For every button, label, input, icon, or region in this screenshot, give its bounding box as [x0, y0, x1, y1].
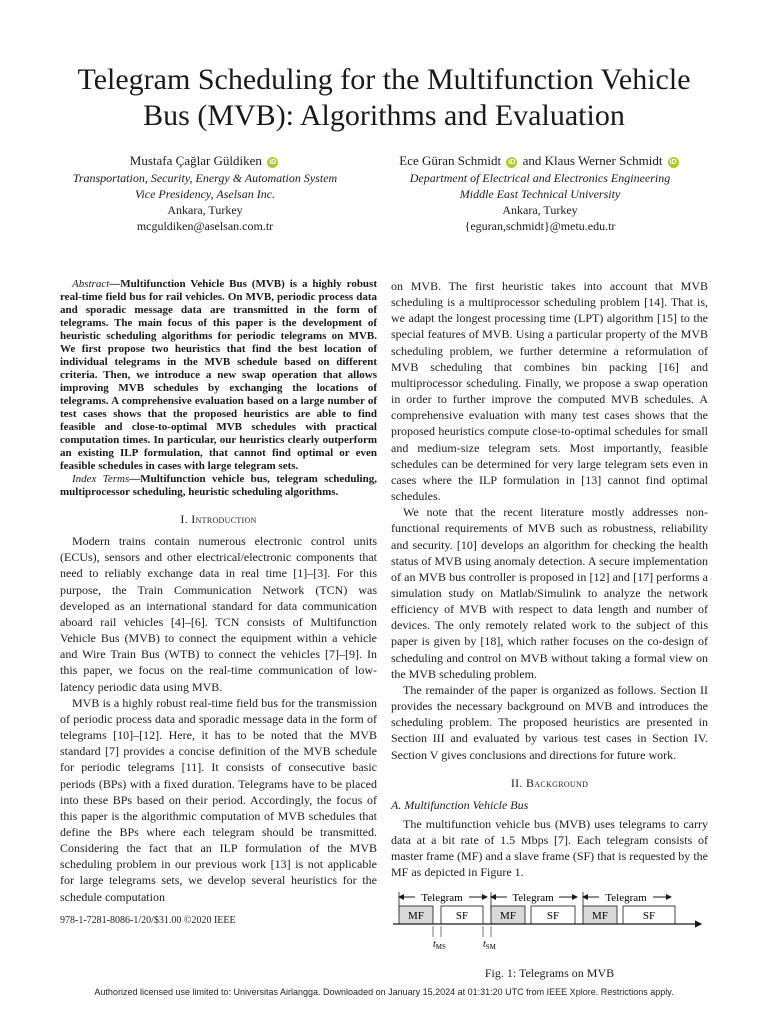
- orcid-icon[interactable]: iD: [508, 159, 516, 166]
- orcid-icon[interactable]: iD: [269, 159, 277, 166]
- svg-text:MF: MF: [592, 909, 608, 922]
- telegram-label: Telegram: [605, 891, 647, 904]
- author-block-1: [40, 152, 370, 234]
- svg-text:SF: SF: [455, 909, 469, 922]
- right-column: [391, 278, 708, 980]
- author-name-2: Ece Güran Schmidt iD and Klaus Werner Schmidt iD: [399, 153, 677, 168]
- author2-location: Ankara, Turkey: [502, 203, 578, 217]
- svg-text:MF: MF: [500, 909, 516, 922]
- svg-text:SF: SF: [642, 909, 656, 922]
- paper-title: [40, 62, 728, 134]
- title-line-1: Telegram Scheduling for the Multifunction Vehicle: [77, 63, 691, 96]
- copyright-footer: 978-1-7281-8086-1/20/$31.00 ©2020 IEEE: [60, 915, 236, 926]
- t-ms-label: $t_{MS}$: [433, 938, 446, 951]
- author1-affiliation-2: Vice Presidency, Aselsan Inc.: [134, 187, 276, 201]
- t-sm-label: $t_{SM}$: [483, 938, 496, 951]
- section-heading-intro: I. Introduction: [180, 512, 257, 526]
- author2-affiliation-1: Department of Electrical and Electronics Engineering: [409, 171, 671, 185]
- intro-paragraph-2: MVB is a highly robust real-time field bus for the transmission of periodic process data and sporadic message data in the form of telegrams [10]–[12]. Here, it has to be noted that the MVB standard [7] provides a concise definition of the MVB schedule for periodic telegrams [11]. It consists of consecutive basic periods (BPs) with a fixed duration. Telegrams have to be placed into these BPs based on their period. Accordingly, the focus of this paper is the algorithmic computation of MVB schedules that define the BPs where each telegram should be transmitted. Considering the fact that an ILP formulation of the MVB scheduling problem in our previous work [13] is not applicable for large telegrams sets, we develop several heuristics for the schedule computation: [60, 695, 377, 904]
- index-terms: Index Terms—Multifunction vehicle bus, telegram scheduling, multiprocessor scheduling, heuristic scheduling algorithms.: [60, 473, 377, 498]
- intro-paragraph-1: Modern trains contain numerous electronic control units (ECUs), sensors and other electrical/electronic components that need to reliably exchange data in real time [1]–[3]. For this purpose, the Train Communication Network (TCN) was developed as an international standard for data communication aboard rail vehicles [4]–[6]. TCN consists of Multifunction Vehicle Bus (MVB) to connect the equipment within a vehicle and Wire Train Bus (WTB) to connect the vehicles [7]–[9]. In this paper, we focus on the real-time communication of low-latency periodic data using MVB.: [60, 534, 377, 694]
- figure-caption: Fig. 1: Telegrams on MVB: [484, 965, 615, 980]
- left-column: [60, 278, 377, 905]
- telegram-label: Telegram: [421, 891, 463, 904]
- author-name-1: Mustafa Çağlar Güldiken iD: [129, 153, 277, 168]
- orcid-icon[interactable]: iD: [669, 159, 677, 166]
- section-heading-background: II. Background: [510, 775, 589, 790]
- author1-location: Ankara, Turkey: [167, 203, 243, 217]
- background-paragraph-1: The multifunction vehicle bus (MVB) uses telegrams to carry data at a bit rate of 1.5 Mbps [7]. Each telegram consists of master frame (MF) and a slave frame (SF) that is requested by the MF as depicted in Figure 1.: [391, 817, 708, 880]
- author1-affiliation-1: Transportation, Security, Energy & Automation System: [72, 171, 338, 185]
- author-block-2: [375, 152, 705, 234]
- author1-email: mcguldiken@aselsan.com.tr: [136, 219, 274, 233]
- author2-affiliation-2: Middle East Technical University: [459, 187, 621, 201]
- author2-email: {eguran,schmidt}@metu.edu.tr: [464, 219, 616, 233]
- title-line-2: Bus (MVB): Algorithms and Evaluation: [143, 99, 625, 132]
- subsection-heading-mvb: A. Multifunction Vehicle Bus: [391, 797, 529, 812]
- right-paragraph-1: on MVB. The first heuristic takes into account that MVB scheduling is a multiprocessor scheduling problem [14]. That is, we adapt the longest processing time (LPT) algorithm [15] to the special features of MVB. Using a particular property of the MVB scheduling problem, we further determine a reformulation of MVB scheduling that combines bin packing [16] and multiprocessor scheduling. Finally, we propose a swap operation in order to further improve the computed MVB schedules. A comprehensive evaluation with many test cases shows that the proposed heuristics compute close-to-optimal schedules for small and medium-size telegram sets. Most importantly, feasible schedules can be determined for very large telegram sets even in cases where the ILP formulation in [13] cannot find optimal schedules.: [391, 279, 708, 504]
- figure-telegrams: [391, 887, 708, 980]
- svg-text:SF: SF: [546, 909, 560, 922]
- telegram-label: Telegram: [512, 891, 554, 904]
- telegram-diagram: [391, 887, 708, 957]
- svg-text:MF: MF: [408, 909, 424, 922]
- right-paragraph-2: We note that the recent literature mostly addresses non-functional requirements of MVB such as robustness, reliability and security. [10] develops an algorithm for checking the health status of MVB using anomaly detection. A secure implementation of an MVB bus controller is proposed in [12] and [17] performs a simulation study on Matlab/Simulink to analyze the network efficiency of MVB with respect to data length and number of devices. The only remotely related work to the subject of this paper is given by [18], which rather focuses on the co-design of scheduling and control on MVB without taking a formal view on the MVB scheduling problem.: [391, 505, 708, 681]
- license-footer: Authorized licensed use limited to: Universitas Airlangga. Downloaded on January 15,2024 at 01:31:20 UTC from IEEE Xplore. Restrictions apply.: [94, 987, 674, 997]
- abstract: Abstract—Multifunction Vehicle Bus (MVB) is a highly robust real-time field bus for rail vehicles. On MVB, periodic process data and sporadic message data are transmitted in the form of telegrams. The main focus of this paper is the development of heuristic scheduling algorithms for periodic telegrams on MVB. We first propose two heuristics that find the best location of individual telegrams in the MVB schedule based on different criteria. Then, we introduce a new swap operation that allows improving MVB schedules by exchanging the locations of telegrams. A comprehensive evaluation based on a large number of test cases shows that the proposed heuristics are able to find feasible and close-to-optimal MVB schedules with practical computation times. In particular, our heuristics clearly outperform an existing ILP formulation, that cannot find optimal or even feasible schedules in cases with large telegram sets.: [60, 278, 377, 472]
- right-paragraph-3: The remainder of the paper is organized as follows. Section II provides the necessary background on MVB and introduces the scheduling problem. The proposed heuristics are presented in Section III and evaluated by various test cases in Section IV. Section V gives conclusions and directions for future work.: [391, 682, 708, 762]
